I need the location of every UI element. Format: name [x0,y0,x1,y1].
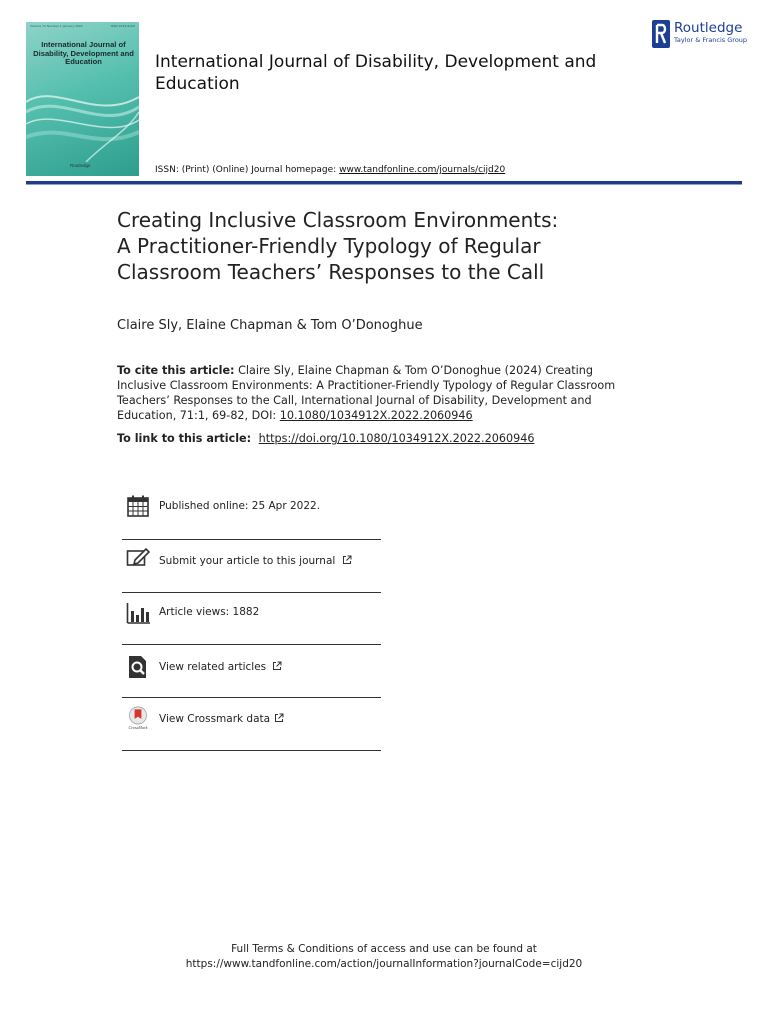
journal-cover [26,22,139,176]
document-search-icon [126,655,150,679]
article-views: Article views: 1882 [159,606,260,618]
article-doi-url[interactable]: https://doi.org/10.1080/1034912X.2022.2060946 [258,432,535,445]
views-row [122,593,381,645]
publisher-brand[interactable] [652,20,747,48]
header-divider-thin [26,184,742,185]
journal-issn-line [155,165,505,175]
article-title-line: Classroom Teachers’ Responses to the Call [117,260,545,284]
journal-title: International Journal of Disability, Development and Education [155,52,597,94]
terms-line: Full Terms & Conditions of access and use can be found at [231,943,537,955]
journal-homepage-link[interactable]: www.tandfonline.com/journals/cijd20 [339,165,506,175]
crossmark-row[interactable] [122,698,381,751]
citation-doi-link[interactable]: 10.1080/1034912X.2022.2060946 [279,409,473,422]
external-link-icon [272,661,282,671]
terms-url[interactable]: https://www.tandfonline.com/action/journalInformation?journalCode=cijd20 [185,958,583,970]
brand-name: Routledge [674,20,743,36]
bar-chart-icon [126,601,150,625]
crossmark-icon-label: CrossMark [128,725,148,730]
crossmark-data-link[interactable] [159,713,284,725]
submit-article-label: Submit your article to this journal [159,555,336,567]
crossmark-icon [126,706,150,730]
article-link-label: To link to this article: [117,432,252,445]
calendar-icon [126,494,150,518]
article-link-block [117,432,534,445]
article-authors: Claire Sly, Elaine Chapman & Tom O’Donoghue [117,318,423,333]
article-meta-list [122,480,381,751]
edit-icon [126,546,150,570]
terms-footer [0,942,768,972]
citation-text: Claire Sly, Elaine Chapman & Tom O’Donoghue (2024) Creating Inclusive Classroom Environments: A Practitioner-Friendly Typology of Regular Classroom Teachers’ Responses to the Call, International Journal of Disability, Development and Education, 71:1, 69-82, DOI: [117,364,616,422]
cover-issn: ISSN 1034-912X [110,24,135,28]
submit-row[interactable] [122,540,381,593]
citation-block [117,363,637,423]
published-row [122,480,381,540]
article-title-line: Creating Inclusive Classroom Environments: [117,208,559,232]
external-link-icon [274,713,284,723]
submit-article-link[interactable] [159,555,352,567]
related-articles-label: View related articles [159,661,267,673]
citation-label: To cite this article: [117,364,235,377]
crossmark-data-label: View Crossmark data [159,713,271,725]
external-link-icon [342,555,352,565]
related-articles-link[interactable] [159,661,282,673]
brand-sub: Taylor & Francis Group [674,36,748,44]
cover-publisher-logo: Routledge [70,163,91,168]
cover-title: International Journal of Disability, Development and Education [33,40,134,67]
related-row[interactable] [122,645,381,698]
published-date: Published online: 25 Apr 2022. [159,500,321,512]
brand-text [674,20,747,44]
article-title-line: A Practitioner-Friendly Typology of Regular [117,234,541,258]
cover-wave-graphic [26,82,139,162]
article-title [117,207,677,285]
cover-top-bar [26,22,139,32]
issn-text: ISSN: (Print) (Online) Journal homepage: [155,165,337,175]
routledge-logo-icon [652,20,670,48]
cover-volume: Volume 71 Number 1 January 2024 [30,24,83,28]
